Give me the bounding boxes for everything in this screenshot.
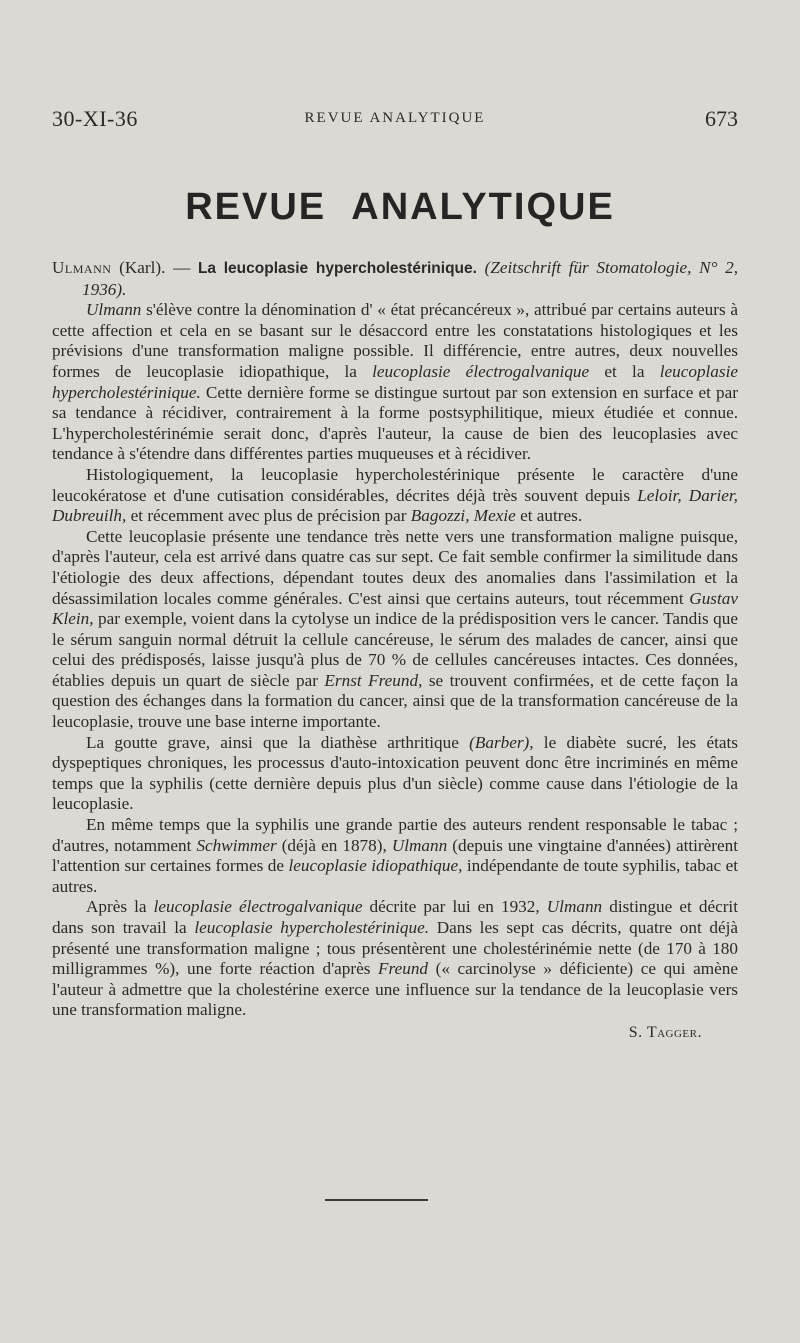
italic-names: Bagozzi, Mexie <box>410 506 516 526</box>
text-run: Cette leucoplasie présente une tendance très nette vers une transformation maligne puisque, d'après l'auteur, cela est arrivé dans quatre cas sur sept. Ce fait semble confirmer la similitude dans l'étiologie des deux affections, dépendant toutes deux des anomalies dans l'assimilation et la désassimilation locales comme générales. C'est ainsi que certains auteurs, tout récemment <box>52 526 738 608</box>
text-run: décrite par lui en 1932, <box>362 897 547 917</box>
reference-dash: — <box>173 258 191 277</box>
bibliographic-reference <box>52 258 738 300</box>
text-run: indépendante de toute syphilis, tabac et autres. <box>52 856 738 896</box>
italic-term: leucoplasie idiopathique, <box>288 856 463 876</box>
italic-names: Freund <box>378 959 429 979</box>
section-title: REVUE ANALYTIQUE <box>185 186 615 228</box>
italic-term: leucoplasie électrogalvanique <box>153 897 363 917</box>
author-mention: Ulmann <box>86 300 142 320</box>
text-run: En même temps que la syphilis une grande partie des auteurs rendent responsable le tabac ; d'autres, notamment <box>52 815 738 855</box>
reference-source: (Zeitschrift für Stomatologie, <box>484 258 692 277</box>
text-run: par exemple, voient dans la cytolyse un indice de la prédisposition vers le cancer. Tandis que le sérum sanguin normal détruit la cellule cancéreuse, le sérum des malades de cancer, ainsi que celui des prédisposés, laisse jusqu'à plus de 70 % de cellules cancéreuses intactes. Ces données, établies depuis un quart de siècle par <box>52 609 738 690</box>
text-run: Histologiquement, la leucoplasie hypercholestérinique présente le caractère d'une leucokératose et d'une cutisation considérables, décrites déjà très souvent depuis <box>52 464 738 505</box>
text-run: Cette dernière forme se distingue surtout par son extension en surface et par sa tendance à récidiver, contrairement à la forme postsyphilitique, mieux étudiée et connue. L'hypercholestérinémie serait donc, d'après l'auteur, la cause de bien des leucoplasies avec tendance à s'étendre dans différentes parties muqueuses et à récidiver. <box>52 382 738 464</box>
reference-author: Ulmann <box>52 258 112 277</box>
paragraph-3 <box>52 527 738 733</box>
text-run: distingue et décrit dans son travail la <box>52 897 738 937</box>
text-run: se trouvent confirmées, et de cette façon la question des échanges dans la formation du cancer, ainsi que de la transformation cancéreuse de la leucoplasie, trouve une base interne importante. <box>52 670 738 732</box>
reference-author-given: (Karl). <box>119 258 166 277</box>
text-run: Après la <box>86 897 154 917</box>
issue-date: 30-XI-36 <box>52 106 138 131</box>
text-run: (déjà en 1878), <box>276 835 392 855</box>
text-run: et récemment avec plus de précision par <box>126 506 411 526</box>
article-title: La leucoplasie hypercholestérinique. <box>197 260 477 277</box>
running-head <box>52 106 738 136</box>
text-run: (depuis une vingtaine d'années) attirèrent l'attention sur certaines formes de <box>52 835 739 876</box>
italic-names: (Barber), <box>469 732 534 752</box>
paragraph-6 <box>52 897 738 1021</box>
paragraph-4 <box>52 733 738 815</box>
page-number: 673 <box>705 106 738 131</box>
italic-names: Leloir, Darier, Dubreuilh, <box>52 485 738 526</box>
italic-names: Ulmann <box>391 835 448 855</box>
text-run: Dans les sept cas décrits, quatre ont déjà présenté une transformation maligne ; tous présentèrent une cholestérinémie nette (de 170 à 180 milligrammes %), une forte réaction d'après <box>52 918 739 979</box>
paragraph-1 <box>52 300 738 465</box>
text-run: et autres. <box>515 506 583 526</box>
italic-names: Ernst Freund, <box>324 670 423 690</box>
paragraph-5 <box>52 815 738 897</box>
text-run: (« carcinolyse » déficiente) ce qui amène l'auteur à admettre que la cholestérine exerce une influence sur la tendance de la leucoplasie vers une transformation maligne. <box>52 959 739 1020</box>
italic-term: leucoplasie hypercholestérinique. <box>52 361 738 402</box>
italic-names: Ulmann <box>546 897 603 917</box>
review-body <box>52 258 738 1044</box>
italic-names: Gustav Klein, <box>52 588 738 629</box>
italic-term: leucoplasie hypercholestérinique. <box>194 918 430 937</box>
text-run: La goutte grave, ainsi que la diathèse arthritique <box>86 732 470 752</box>
text-run: et la <box>589 361 660 381</box>
end-rule <box>325 1199 428 1201</box>
italic-names: Schwimmer <box>196 835 277 855</box>
italic-term: leucoplasie électrogalvanique <box>372 361 590 381</box>
reference-issue: N° 2, 1936). <box>82 258 739 299</box>
text-run: s'élève contre la dénomination d' « état précancéreux », attribué par certains auteurs à cette affection et cela en se basant sur le désaccord entre les constatations histologiques et les prévisions d'une transformation maligne possible. Il différencie, entre autres, deux nouvelles formes de leucoplasie idiopathique, la <box>52 300 738 381</box>
text-run: le diabète sucré, les états dyspeptiques chroniques, les processus d'auto-intoxication peuvent donc être incriminés en même temps que la syphilis (cette dernière depuis plus d'un siècle) comme cause dans l'étiologie de la leucoplasie. <box>52 732 738 814</box>
running-title: REVUE ANALYTIQUE <box>304 110 486 126</box>
reviewer-signature: S. Tagger. <box>628 1023 702 1041</box>
paragraph-2 <box>52 465 738 527</box>
